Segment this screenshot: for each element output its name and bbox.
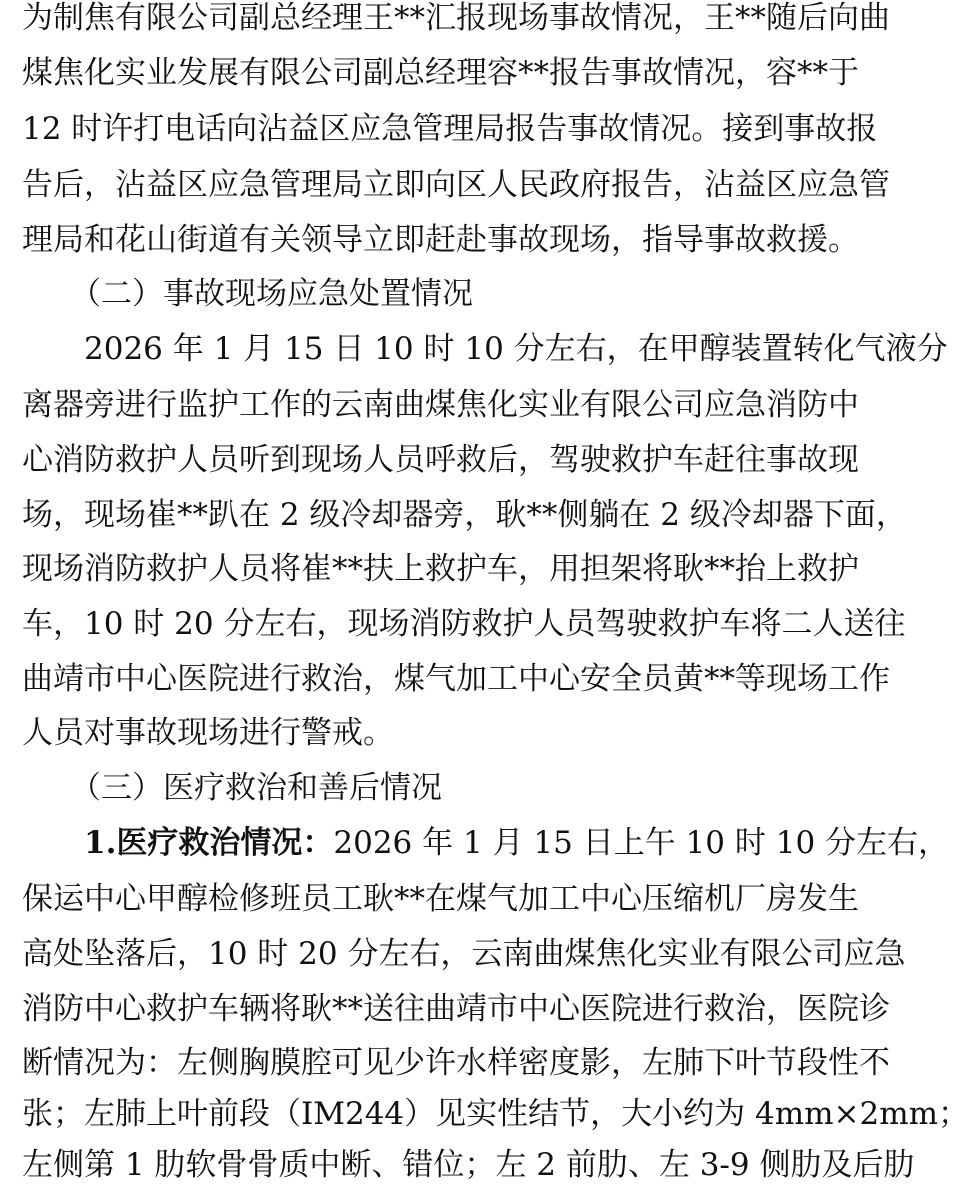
paragraph-line: 高处坠落后，10 时 20 分左右，云南曲煤焦化实业有限公司应急	[22, 936, 906, 972]
paragraph-line: 车，10 时 20 分左右，现场消防救护人员驾驶救护车将二人送往	[22, 606, 906, 642]
paragraph-line: 煤焦化实业发展有限公司副总经理容**报告事故情况，容**于	[22, 55, 859, 91]
section-heading: （三）医疗救治和善后情况	[70, 770, 442, 806]
paragraph-line: 左侧第 1 肋软骨骨质中断、错位；左 2 前肋、左 3-9 侧肋及后肋	[22, 1147, 915, 1183]
paragraph-line: 心消防救护人员听到现场人员呼救后，驾驶救护车赶往事故现	[22, 442, 859, 478]
paragraph-line: 告后，沾益区应急管理局立即向区人民政府报告，沾益区应急管	[22, 167, 890, 203]
paragraph-line: 现场消防救护人员将崔**扶上救护车，用担架将耿**抬上救护	[22, 551, 859, 587]
paragraph-line: 2026 年 1 月 15 日 10 时 10 分左右，在甲醇装置转化气液分	[84, 331, 948, 367]
paragraph-line: 消防中心救护车辆将耿**送往曲靖市中心医院进行救治，医院诊	[22, 991, 890, 1027]
paragraph-line: 离器旁进行监护工作的云南曲煤焦化实业有限公司应急消防中	[22, 387, 859, 423]
paragraph-line-with-subheading	[84, 815, 950, 871]
section-heading: （二）事故现场应急处置情况	[70, 276, 473, 312]
subheading-text: 2026 年 1 月 15 日上午 10 时 10 分左右，	[333, 825, 950, 861]
paragraph-line: 人员对事故现场进行警戒。	[22, 715, 394, 751]
paragraph-line: 12 时许打电话向沾益区应急管理局报告事故情况。接到事故报	[22, 111, 878, 147]
subheading: 1.医疗救治情况：	[84, 825, 334, 861]
paragraph-line: 为制焦有限公司副总经理王**汇报现场事故情况，王**随后向曲	[22, 0, 890, 36]
paragraph-line: 保运中心甲醇检修班员工耿**在煤气加工中心压缩机厂房发生	[22, 881, 859, 917]
paragraph-line: 理局和花山街道有关领导立即赶赴事故现场，指导事故救援。	[22, 222, 859, 258]
paragraph-line: 张；左肺上叶前段（IM244）见实性结节，大小约为 4mm×2mm；	[22, 1096, 969, 1132]
paragraph-line: 断情况为：左侧胸膜腔可见少许水样密度影，左肺下叶节段性不	[22, 1045, 890, 1081]
paragraph-line: 曲靖市中心医院进行救治，煤气加工中心安全员黄**等现场工作	[22, 661, 890, 697]
paragraph-line: 场，现场崔**趴在 2 级冷却器旁，耿**侧躺在 2 级冷却器下面，	[22, 497, 907, 533]
